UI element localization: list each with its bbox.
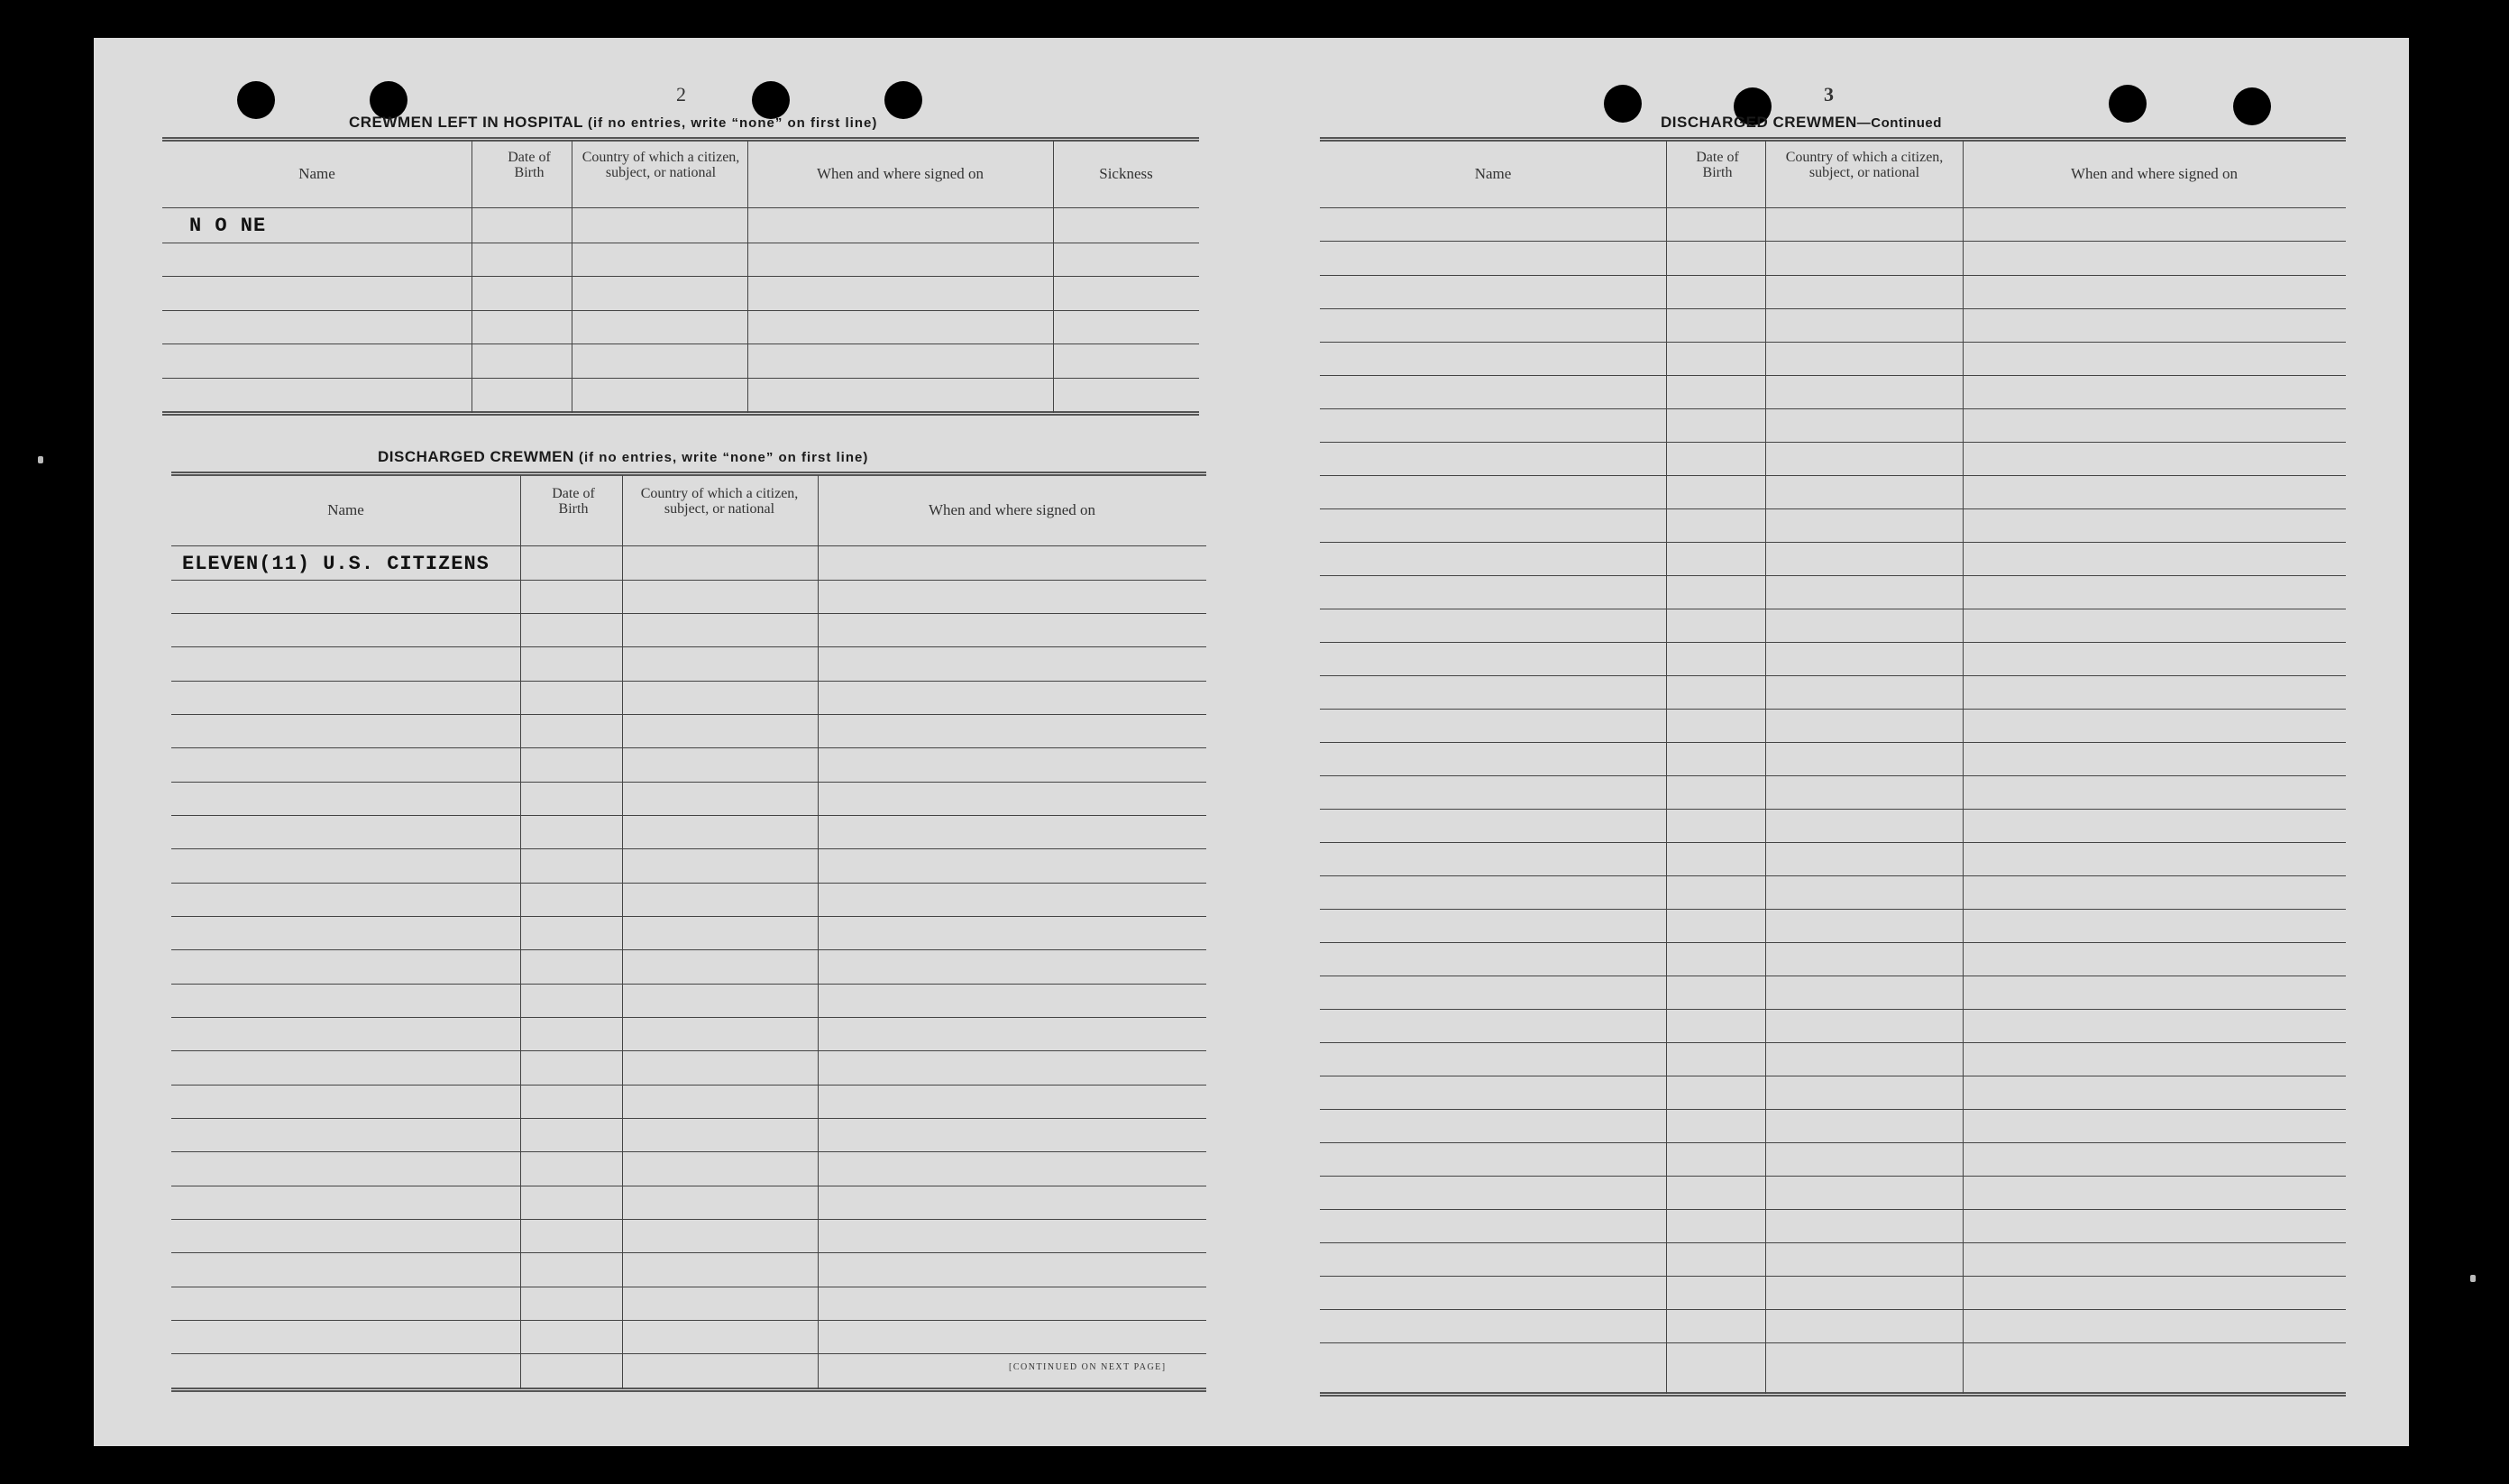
hospital-title: CREWMEN LEFT IN HOSPITAL (if no entries, write “none” on first line) — [349, 114, 878, 131]
col-name: Name — [1474, 165, 1512, 182]
discharged-table-right — [1320, 137, 2346, 1408]
discharged-continued-title: DISCHARGED CREWMEN—Continued — [1661, 114, 1942, 131]
col-country: Country of which a citizen, subject, or national — [640, 486, 799, 517]
discharged-entry: ELEVEN(11) U.S. CITIZENS — [182, 553, 490, 575]
continued-note: [CONTINUED ON NEXT PAGE] — [1009, 1362, 1167, 1372]
page-number-left: 2 — [676, 83, 686, 105]
col-signed-on: When and where signed on — [928, 501, 1096, 518]
hospital-entry: N O NE — [189, 215, 267, 237]
col-sickness: Sickness — [1099, 165, 1153, 182]
page-number-right: 3 — [1824, 83, 1834, 105]
col-name: Name — [327, 501, 364, 518]
col-country: Country of which a citizen, subject, or national — [581, 150, 740, 180]
col-date-of-birth: Date of Birth — [508, 150, 551, 180]
col-country: Country of which a citizen, subject, or national — [1785, 150, 1944, 180]
col-date-of-birth: Date of Birth — [552, 486, 595, 517]
scan-speck — [38, 456, 43, 463]
punch-hole — [884, 81, 922, 119]
punch-hole — [237, 81, 275, 119]
hospital-table — [162, 137, 1199, 422]
discharged-title: DISCHARGED CREWMEN (if no entries, write “none” on first line) — [378, 448, 869, 465]
col-name: Name — [298, 165, 335, 182]
discharged-table-left — [171, 472, 1206, 1404]
punch-hole — [2109, 85, 2147, 123]
scan-speck — [2470, 1275, 2476, 1282]
punch-hole — [2233, 87, 2271, 125]
form-sheet — [94, 38, 2409, 1446]
col-date-of-birth: Date of Birth — [1696, 150, 1739, 180]
col-signed-on: When and where signed on — [2070, 165, 2239, 182]
col-signed-on: When and where signed on — [816, 165, 984, 182]
punch-hole — [1604, 85, 1642, 123]
